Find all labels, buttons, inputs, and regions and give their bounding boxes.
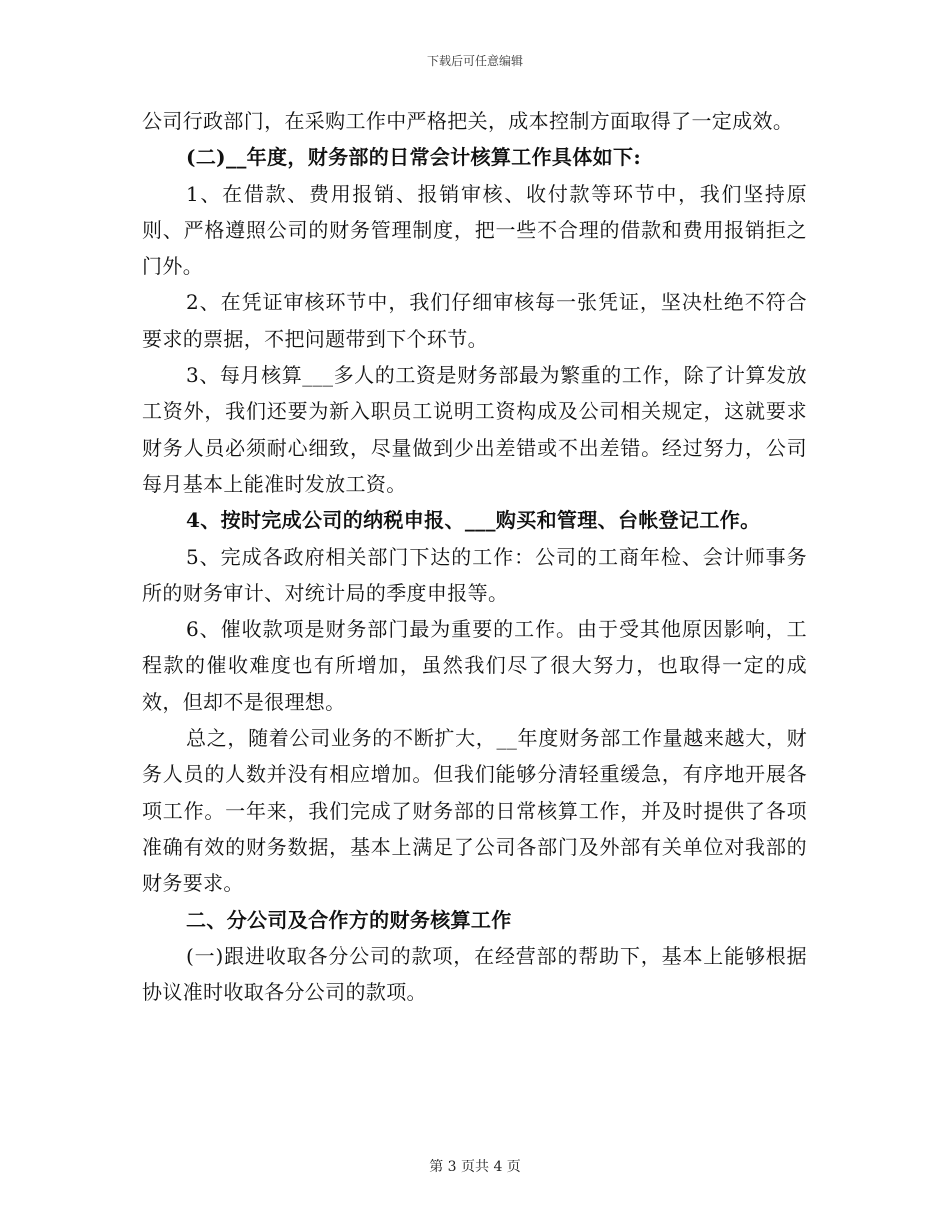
list-item-payroll: 3、每月核算___多人的工资是财务部最为繁重的工作，除了计算发放工资外，我们还要为新入职员工说明工资构成及公司相关规定，这就要求财务人员必须耐心细致，尽量做到少出差错或不出差错。经过努力，公司每月基本上能准时发放工资。 xyxy=(142,363,807,496)
section-heading-branch-accounting: 二、分公司及合作方的财务核算工作 xyxy=(186,907,512,932)
section-heading-daily-accounting: (二)__年度，财务部的日常会计核算工作具体如下: xyxy=(186,145,642,170)
paragraph-branch-collections: (一)跟进收取各分公司的款项，在经营部的帮助下，基本上能够根据协议准时收取各分公司的款项。 xyxy=(142,943,807,1005)
page-number: 第 3 页共 4 页 xyxy=(429,1159,521,1175)
list-item-tax-filing: 4、按时完成公司的纳税申报、___购买和管理、台帐登记工作。 xyxy=(186,508,761,533)
document-body xyxy=(142,103,807,1010)
list-item-expense-review: 1、在借款、费用报销、报销审核、收付款等环节中，我们坚持原则、严格遵照公司的财务管理制度，把一些不合理的借款和费用报销拒之门外。 xyxy=(142,181,807,279)
paragraph-summary: 总之，随着公司业务的不断扩大，__年度财务部工作量越来越大，财务人员的人数并没有相应增加。但我们能够分清轻重缓急，有序地开展各项工作。一年来，我们完成了财务部的日常核算工作，并及时提供了各项准确有效的财务数据，基本上满足了公司各部门及外部有关单位对我部的财务要求。 xyxy=(142,726,807,896)
paragraph-procurement-effect: 公司行政部门，在采购工作中严格把关，成本控制方面取得了一定成效。 xyxy=(142,109,794,133)
list-item-government-tasks: 5、完成各政府相关部门下达的工作：公司的工商年检、会计师事务所的财务审计、对统计局的季度申报等。 xyxy=(142,544,807,605)
list-item-voucher-review: 2、在凭证审核环节中，我们仔细审核每一张凭证，坚决杜绝不符合要求的票据，不把问题带到下个环节。 xyxy=(142,290,807,351)
page-header-note: 下载后可任意编辑 xyxy=(426,54,523,68)
list-item-collections: 6、催收款项是财务部门最为重要的工作。由于受其他原因影响，工程款的催收难度也有所增加，虽然我们尽了很大努力，也取得一定的成效，但却不是很理想。 xyxy=(142,617,807,714)
